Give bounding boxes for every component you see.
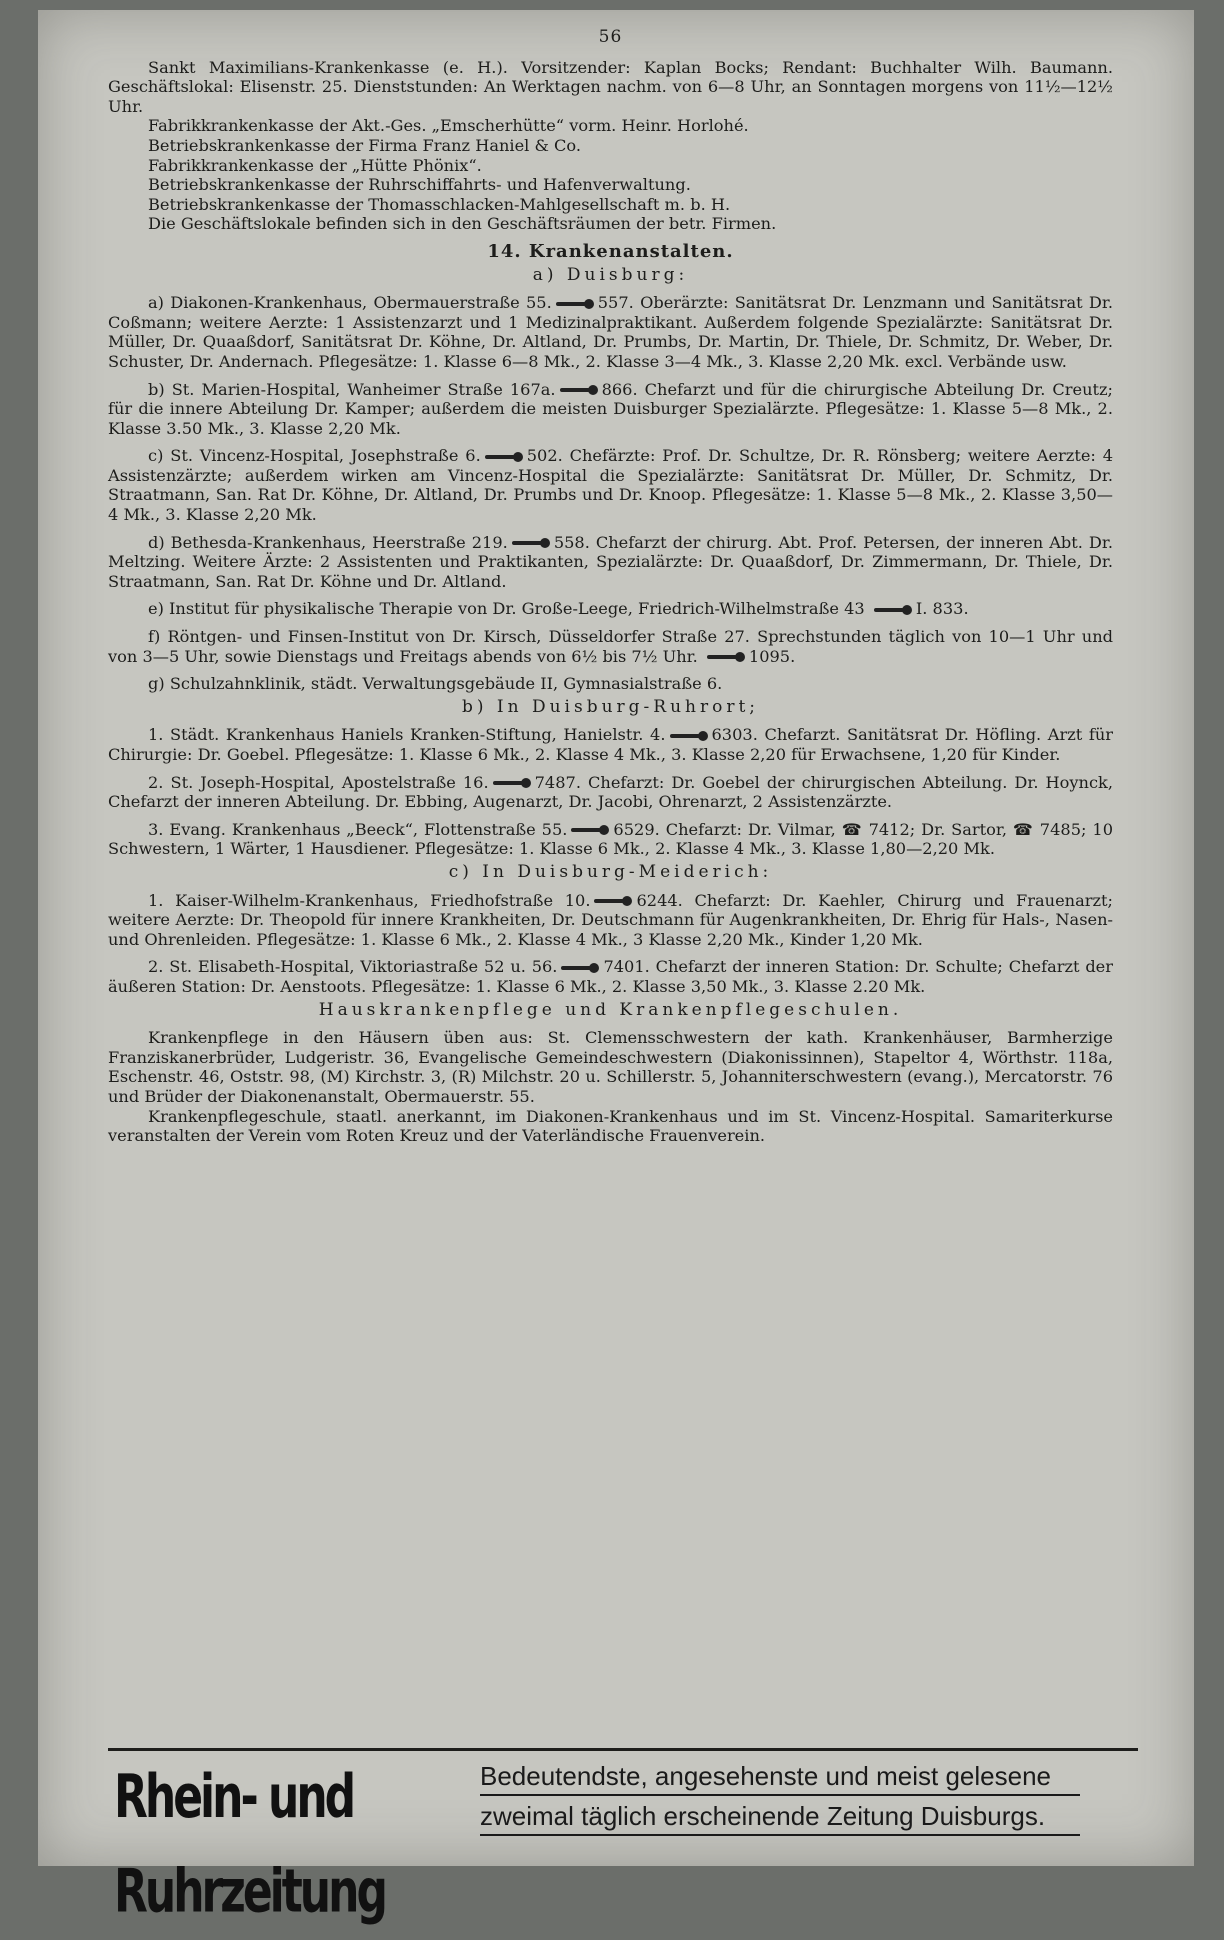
telephone-icon [485, 452, 523, 462]
hospital-entry: f) Röntgen- und Finsen-Institut von Dr. Kirsch, Düsseldorfer Straße 27. Sprechstunden täglich von 10—1 Uhr und von 3—5 Uhr, sowie Dienstags und Freitags abends von 6½ bis 7½ Uhr. 1095. [108, 627, 1113, 666]
newspaper-advertisement [108, 1748, 1138, 1927]
telephone-icon [512, 538, 550, 548]
subsection-title-a: a) Duisburg: [532, 264, 689, 285]
top-item: Betriebskrankenkasse der Thomasschlacken-Mahlgesellschaft m. b. H. [148, 194, 731, 214]
telephone-icon [556, 299, 594, 309]
hospital-entry: 2. St. Elisabeth-Hospital, Viktoriastraße 52 u. 56. 7401. Chefarzt der inneren Station: Dr. Schulte; Chefarzt der äußeren Station: Dr. Aenstoots. Pflegesätze: 1. Klasse 6 Mk., 2. Klasse 3,50 Mk., 3. Klasse 2.20 Mk. [108, 957, 1114, 996]
subsection-title-c: c) In Duisburg-Meiderich: [448, 861, 773, 882]
top-item: Fabrikkrankenkasse der „Hütte Phönix“. [148, 155, 482, 175]
newspaper-logo: Rhein- und Ruhrzeitung [114, 1762, 385, 1927]
hospital-entry: c) St. Vincenz-Hospital, Josephstraße 6. 502. Chefärzte: Prof. Dr. Schultze, Dr. R. Rönsberg; weitere Aerzte: 4 Assistenzärzte; außerdem wirken am Vincenz-Hospital die Spezialärzte: Sanitätsrat Dr. Müller, Dr. Schmitz, Dr. Straatmann, San. Rat Dr. Köhne, Dr. Altland, Dr. Prumbs und Dr. Knoop. Pflegesätze: 1. Klasse 5—8 Mk., 2. Klasse 3,50—4 Mk., 3. Klasse 2,20 Mk. [108, 446, 1113, 525]
page-number: 56 [598, 27, 623, 47]
telephone-icon [560, 385, 598, 395]
hospital-entry: g) Schulzahnklinik, städt. Verwaltungsgebäude II, Gymnasialstraße 6. [148, 674, 723, 694]
hospital-entry: 3. Evang. Krankenhaus „Beeck“, Flottenstraße 55. 6529. Chefarzt: Dr. Vilmar, ☎ 7412; Dr. Sartor, ☎ 7485; 10 Schwestern, 1 Wärter, 1 Hausdiener. Pflegesätze: 1. Klasse 6 Mk., 2. Klasse 4 Mk., 3. Klasse 1,80—2,20 Mk. [108, 819, 1113, 859]
hospital-entry: 1. Kaiser-Wilhelm-Krankenhaus, Friedhofstraße 10. 6244. Chefarzt: Dr. Kaehler, Chirurg und Frauenarzt; weitere Aerzte: Dr. Theopold für innere Krankheiten, Dr. Deutschmann für Augenkrankheiten, Dr. Ehrig für Hals-, Nasen- und Ohrenleiden. Pflegesätze: 1. Klasse 6 Mk., 2. Klasse 4 Mk., 3 Klasse 2,20 Mk., Kinder 1,20 Mk. [108, 890, 1113, 949]
telephone-icon [670, 731, 708, 741]
telephone-icon [594, 896, 632, 906]
telephone-icon [571, 825, 609, 835]
top-item: Fabrikkrankenkasse der Akt.-Ges. „Emscherhütte“ vorm. Heinr. Horlohé. [148, 116, 749, 136]
page [38, 10, 1194, 1927]
document-body [108, 28, 1113, 1146]
top-item: Sankt Maximilians-Krankenkasse (e. H.). Vorsitzender: Kaplan Bocks; Rendant: Buchhalter Wilh. Baumann. Geschäftslokal: Elisenstr. 25. Dienststunden: An Werktagen nachm. von 6—8 Uhr, an Sonntagen morgens von 11½—12½ Uhr. [108, 57, 1113, 116]
hospital-entry: 1. Städt. Krankenhaus Haniels Kranken-Stiftung, Hanielstr. 4. 6303. Chefarzt. Sanitätsrat Dr. Höfling. Arzt für Chirurgie: Dr. Goebel. Pflegesätze: 1. Klasse 6 Mk., 2. Klasse 4 Mk., 3. Klasse 2,20 für Erwachsene, 1,20 für Kinder. [108, 725, 1113, 764]
telephone-icon [874, 605, 912, 615]
closing-paragraph: Krankenpflege in den Häusern üben aus: St. Clemensschwestern der kath. Krankenhäuser, Barmherzige Franziskanerbrüder, Ludgeristr. 36, Evangelische Gemeindeschwestern (Diakonissinnen), Stapeltor 4, Wörthstr. 118a, Eschenstr. 46, Oststr. 98, (M) Kirchstr. 3, (R) Milchstr. 20 u. Schillerstr. 5, Johanniterschwestern (evang.), Mercatorstr. 76 und Brüder der Diakonenanstalt, Obermauerstr. 55. [108, 1028, 1113, 1106]
closing-paragraph: Krankenpflegeschule, staatl. anerkannt, im Diakonen-Krankenhaus und im St. Vincenz-Hospital. Samariterkurse veranstalten der Verein vom Roten Kreuz und der Vaterländische Frauenverein. [108, 1106, 1113, 1146]
telephone-icon [493, 778, 531, 788]
hospital-entry: 2. St. Joseph-Hospital, Apostelstraße 16. 7487. Chefarzt: Dr. Goebel der chirurgischen Abteilung. Dr. Hoynck, Chefarzt der inneren Abteilung. Dr. Ebbing, Augenarzt, Dr. Jacobi, Ohrenarzt, 2 Assistenzärzte. [108, 772, 1113, 812]
ad-tagline-2: zweimal täglich erscheinende Zeitung Duisburgs. [480, 1801, 1080, 1836]
hospital-entry: b) St. Marien-Hospital, Wanheimer Straße 167a. 866. Chefarzt und für die chirurgische Abteilung Dr. Creutz; für die innere Abteilung Dr. Kamper; außerdem die meisten Duisburger Spezialärzte. Pflegesätze: 1. Klasse 5—8 Mk., 2. Klasse 3.50 Mk., 3. Klasse 2,20 Mk. [108, 379, 1113, 438]
ad-tagline-1: Bedeutendste, angesehenste und meist gelesene [480, 1761, 1080, 1796]
hospital-entry: d) Bethesda-Krankenhaus, Heerstraße 219. 558. Chefarzt der chirurg. Abt. Prof. Petersen, der inneren Abt. Dr. Meltzing. Weitere Ärzte: 2 Assistenten und Praktikanten, Spezialärzte: Dr. Quaaßdorf, Dr. Zimmermann, Dr. Thiele, Dr. Straatmann, San. Rat Dr. Köhne und Dr. Altland. [108, 532, 1113, 591]
top-item: Die Geschäftslokale befinden sich in den Geschäftsräumen der betr. Firmen. [148, 214, 777, 234]
top-item: Betriebskrankenkasse der Ruhrschiffahrts- und Hafenverwaltung. [148, 175, 691, 195]
section-title: 14. Krankenanstalten. [487, 240, 734, 262]
telephone-icon [707, 652, 745, 662]
telephone-icon [561, 963, 599, 973]
hospital-entry: a) Diakonen-Krankenhaus, Obermauerstraße 55. 557. Oberärzte: Sanitätsrat Dr. Lenzmann und Sanitätsrat Dr. Coßmann; weitere Aerzte: 1 Assistenzarzt und 1 Medizinalpraktikant. Außerdem folgende Spezialärzte: Sanitätsrat Dr. Müller, Dr. Quaaßdorf, Sanitätsrat Dr. Köhne, Dr. Altland, Dr. Prumbs, Dr. Martin, Dr. Thiele, Dr. Schmitz, Dr. Weber, Dr. Schuster, Dr. Andernach. Pflegesätze: 1. Klasse 6—8 Mk., 2. Klasse 3—4 Mk., 3. Klasse 2,20 Mk. excl. Verbände usw. [108, 293, 1114, 371]
hospital-entry: e) Institut für physikalische Therapie von Dr. Große-Leege, Friedrich-Wilhelmstraße 43 I. 833. [148, 599, 969, 619]
subsection-title-b: b) In Duisburg-Ruhrort; [461, 696, 760, 717]
top-item: Betriebskrankenkasse der Firma Franz Haniel & Co. [148, 135, 582, 155]
subsection-title-d: Hauskrankenpflege und Krankenpflegeschulen. [318, 999, 903, 1020]
